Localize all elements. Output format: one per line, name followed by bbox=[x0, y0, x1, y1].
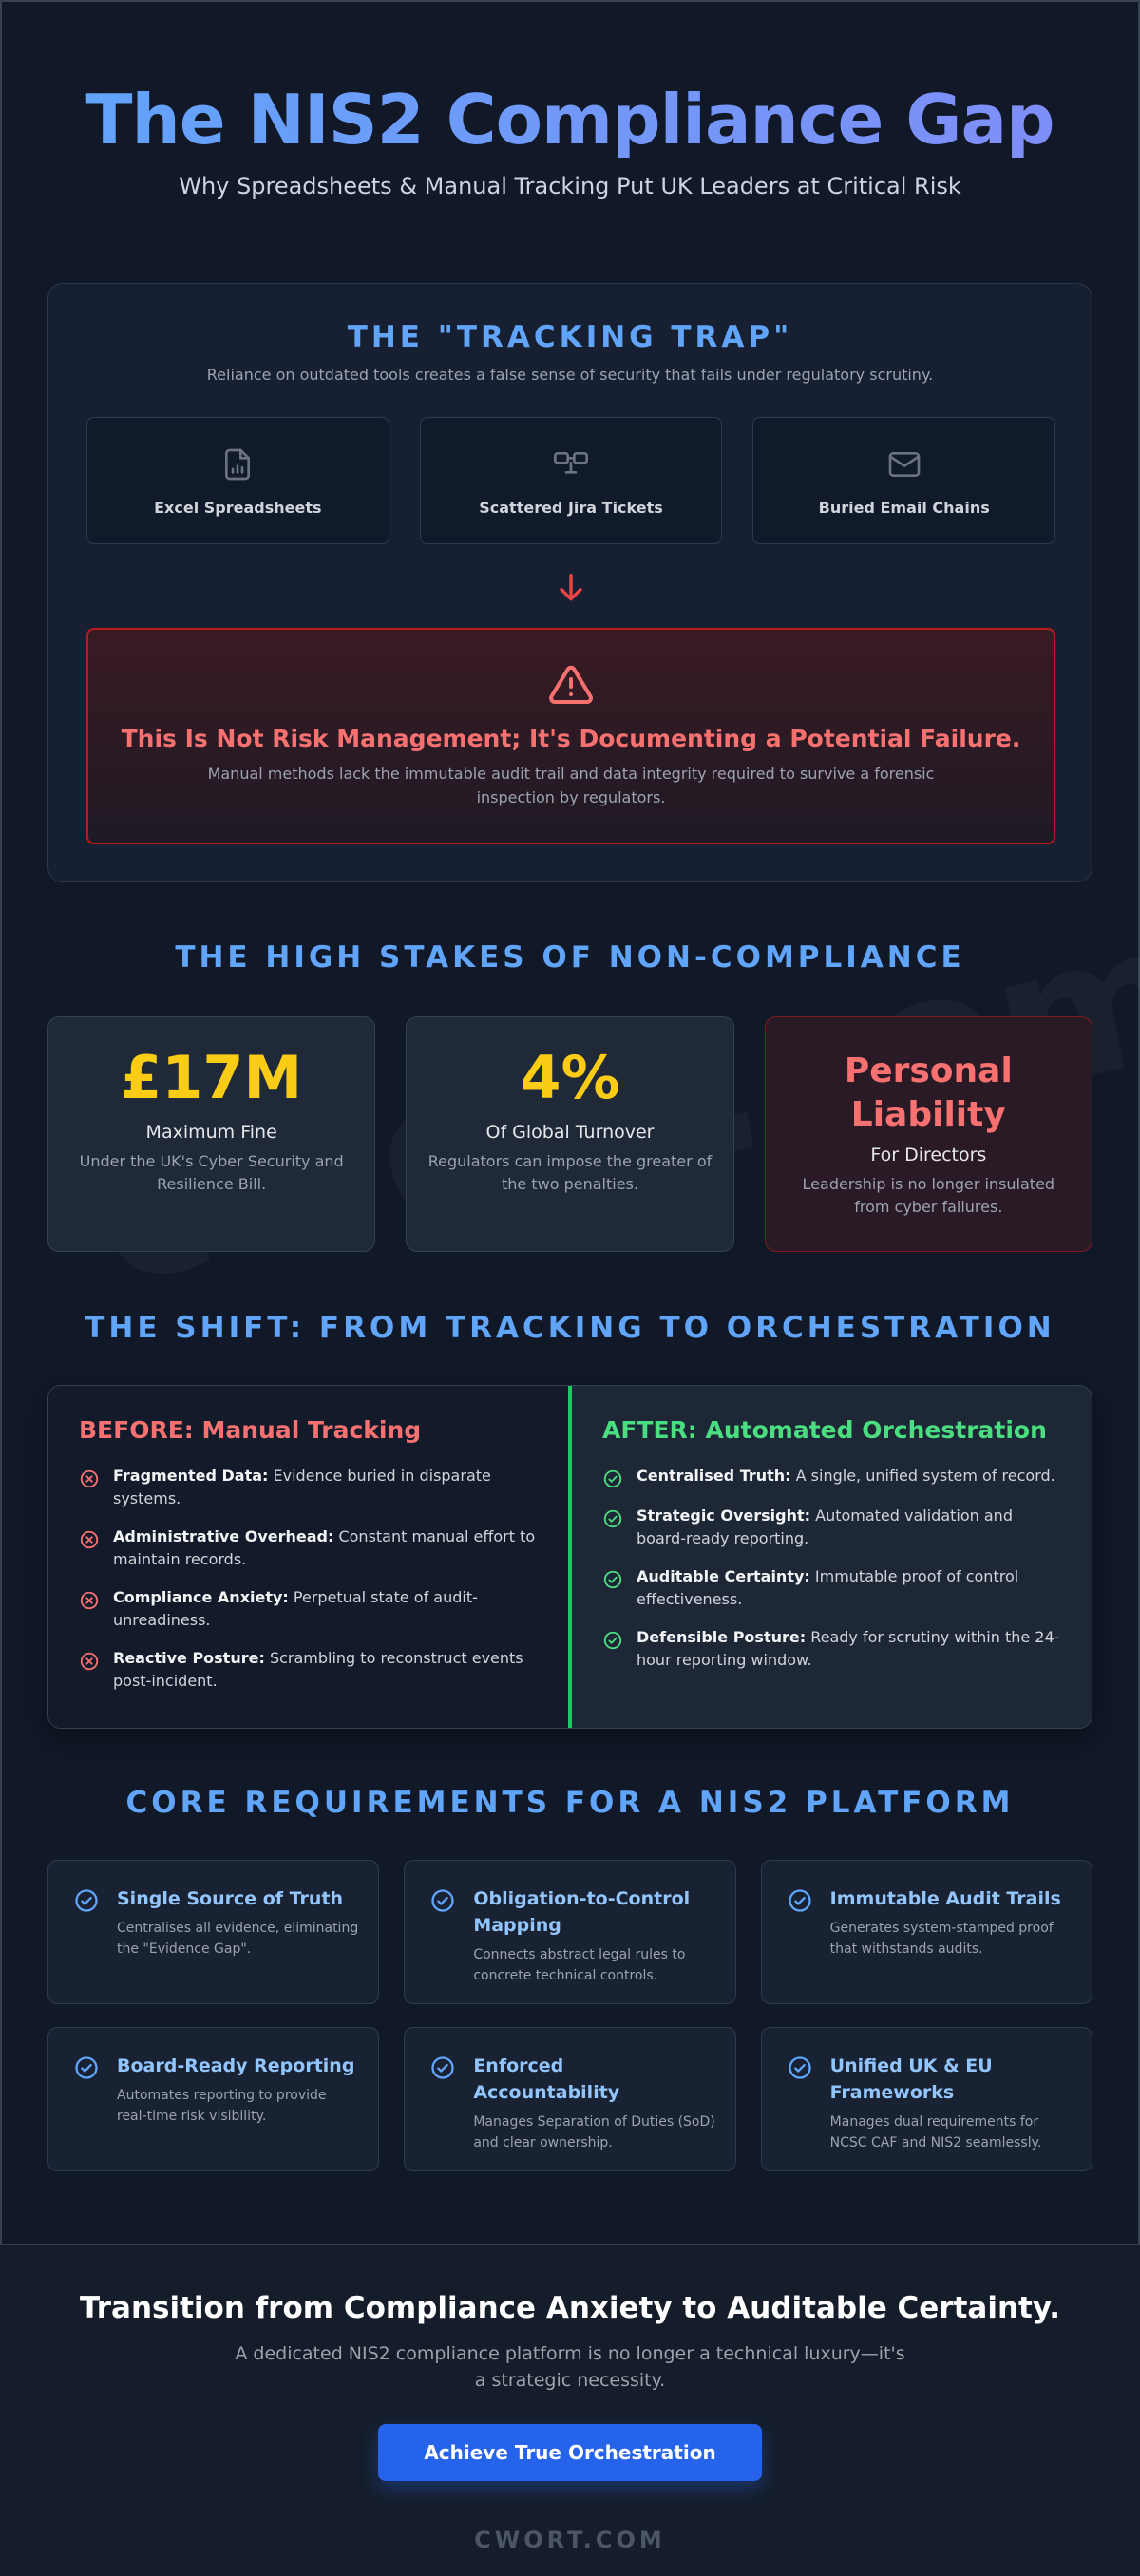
requirement-heading: Single Source of Truth bbox=[117, 1888, 344, 1909]
requirement-description: Manages dual requirements for NCSC CAF and NIS2 seamlessly. bbox=[829, 2114, 1042, 2150]
requirement-heading: Immutable Audit Trails bbox=[829, 1888, 1061, 1909]
item-text: Evidence buried in disparate systems. bbox=[113, 1467, 491, 1507]
item-bold: Strategic Oversight: bbox=[636, 1506, 811, 1525]
check-circle-icon bbox=[787, 1887, 813, 1914]
item-text: Ready for scrutiny within the 24-hour reporting window. bbox=[636, 1628, 1060, 1669]
tool-card-email bbox=[752, 417, 1055, 544]
check-circle-icon bbox=[787, 2055, 813, 2081]
achieve-orchestration-button[interactable]: Achieve True Orchestration bbox=[378, 2424, 762, 2481]
before-item bbox=[79, 1525, 538, 1571]
item-bold: Administrative Overhead: bbox=[113, 1527, 334, 1545]
requirement-description: Centralises all evidence, eliminating the "Evidence Gap". bbox=[117, 1921, 359, 1957]
tracking-trap-description: Reliance on outdated tools creates a false sense of security that fails under regulatory scrutiny. bbox=[206, 366, 934, 384]
check-circle-icon bbox=[429, 2055, 456, 2081]
requirement-description: Generates system-stamped proof that withstands audits. bbox=[829, 1921, 1054, 1957]
page-title: The NIS2 Compliance Gap bbox=[0, 74, 1140, 165]
risk-alert-box bbox=[86, 628, 1055, 844]
requirement-card bbox=[48, 2027, 379, 2171]
after-item bbox=[602, 1465, 1061, 1489]
footer-title: Transition from Compliance Anxiety to Auditable Certainty. bbox=[80, 2291, 1060, 2325]
stake-label: Maximum Fine bbox=[145, 1122, 277, 1143]
item-bold: Defensible Posture: bbox=[636, 1628, 807, 1646]
item-bold: Reactive Posture: bbox=[113, 1649, 265, 1667]
check-circle-icon bbox=[73, 1887, 100, 1914]
item-bold: Compliance Anxiety: bbox=[113, 1588, 289, 1606]
stake-card-turnover bbox=[406, 1016, 733, 1252]
tracking-trap-section bbox=[48, 283, 1092, 882]
item-text: Constant manual effort to maintain records. bbox=[113, 1527, 536, 1568]
item-text: Immutable proof of control effectiveness. bbox=[636, 1567, 1019, 1608]
requirement-description: Automates reporting to provide real-time risk visibility. bbox=[117, 2088, 327, 2124]
tracking-trap-title: THE "TRACKING TRAP" bbox=[347, 320, 793, 354]
item-bold: Centralised Truth: bbox=[636, 1467, 791, 1485]
after-heading: AFTER: Automated Orchestration bbox=[602, 1416, 1047, 1444]
tool-card-jira bbox=[420, 417, 723, 544]
tools-row bbox=[86, 417, 1055, 544]
requirement-card bbox=[48, 1860, 379, 2004]
before-heading: BEFORE: Manual Tracking bbox=[79, 1416, 422, 1444]
before-column bbox=[48, 1386, 572, 1728]
x-circle-icon bbox=[79, 1651, 100, 1672]
stake-description: Regulators can impose the greater of the two penalties. bbox=[428, 1152, 712, 1193]
alert-title: This Is Not Risk Management; It's Documenting a Potential Failure. bbox=[121, 725, 1021, 752]
tool-label: Excel Spreadsheets bbox=[154, 498, 322, 517]
stake-value: £17M bbox=[121, 1043, 303, 1112]
before-item bbox=[79, 1465, 538, 1510]
warning-triangle-icon bbox=[548, 662, 594, 708]
hero bbox=[0, 74, 1140, 199]
item-bold: Auditable Certainty: bbox=[636, 1567, 810, 1585]
item-text: Scrambling to reconstruct events post-incident. bbox=[113, 1649, 523, 1690]
after-item bbox=[602, 1505, 1061, 1550]
stake-value: Personal Liability bbox=[844, 1051, 1013, 1134]
after-column bbox=[572, 1386, 1092, 1728]
item-text: Perpetual state of audit-unreadiness. bbox=[113, 1588, 478, 1629]
core-requirements-grid bbox=[48, 1860, 1092, 2171]
requirement-card bbox=[761, 1860, 1092, 2004]
requirement-card bbox=[761, 2027, 1092, 2171]
check-circle-icon bbox=[73, 2055, 100, 2081]
check-circle-icon bbox=[429, 1887, 456, 1914]
item-text: Automated validation and board-ready reporting. bbox=[636, 1506, 1013, 1547]
check-circle-icon bbox=[602, 1630, 623, 1651]
spreadsheet-file-icon bbox=[218, 445, 256, 483]
requirement-description: Connects abstract legal rules to concrete technical controls. bbox=[473, 1947, 686, 1983]
item-text: A single, unified system of record. bbox=[790, 1467, 1055, 1485]
stakes-title: THE HIGH STAKES OF NON-COMPLIANCE bbox=[175, 940, 965, 975]
check-circle-icon bbox=[602, 1508, 623, 1529]
after-item bbox=[602, 1626, 1061, 1672]
stake-card-fine bbox=[48, 1016, 375, 1252]
check-circle-icon bbox=[602, 1468, 623, 1489]
requirement-card bbox=[404, 2027, 735, 2171]
tickets-icon bbox=[552, 445, 590, 483]
core-requirements-title: CORE REQUIREMENTS FOR A NIS2 PLATFORM bbox=[125, 1786, 1015, 1820]
stake-label: Of Global Turnover bbox=[485, 1122, 655, 1143]
x-circle-icon bbox=[79, 1468, 100, 1489]
mail-icon bbox=[885, 445, 923, 483]
tool-card-spreadsheets bbox=[86, 417, 390, 544]
page-subtitle: Why Spreadsheets & Manual Tracking Put UK Leaders at Critical Risk bbox=[179, 173, 961, 199]
x-circle-icon bbox=[79, 1590, 100, 1611]
tool-label: Scattered Jira Tickets bbox=[479, 498, 663, 517]
check-circle-icon bbox=[602, 1569, 623, 1590]
shift-title: THE SHIFT: FROM TRACKING TO ORCHESTRATION bbox=[85, 1311, 1055, 1345]
stake-description: Leadership is no longer insulated from cyber failures. bbox=[802, 1175, 1055, 1216]
requirement-description: Manages Separation of Duties (SoD) and clear ownership. bbox=[473, 2114, 715, 2150]
requirement-card bbox=[404, 1860, 735, 2004]
alert-description: Manual methods lack the immutable audit trail and data integrity required to survive a forensic inspection by regulators. bbox=[207, 765, 935, 806]
stake-card-liability bbox=[765, 1016, 1092, 1252]
x-circle-icon bbox=[79, 1529, 100, 1550]
footer-description: A dedicated NIS2 compliance platform is no longer a technical luxury—it's a strategic necessity. bbox=[235, 2343, 905, 2391]
requirement-heading: Enforced Accountability bbox=[473, 2055, 620, 2103]
stake-value: 4% bbox=[520, 1043, 620, 1112]
tool-label: Buried Email Chains bbox=[818, 498, 990, 517]
after-item bbox=[602, 1565, 1061, 1611]
before-item bbox=[79, 1647, 538, 1693]
item-bold: Fragmented Data: bbox=[113, 1467, 269, 1485]
stake-label: For Directors bbox=[870, 1145, 987, 1165]
brand-footer: CWORT.COM bbox=[474, 2527, 666, 2553]
before-item bbox=[79, 1586, 538, 1632]
requirement-heading: Obligation-to-Control Mapping bbox=[473, 1888, 691, 1936]
stakes-section bbox=[48, 1016, 1092, 1252]
arrow-down-icon bbox=[552, 569, 590, 607]
requirement-heading: Board-Ready Reporting bbox=[117, 2055, 355, 2076]
requirement-heading: Unified UK & EU Frameworks bbox=[829, 2055, 993, 2103]
stake-description: Under the UK's Cyber Security and Resilience Bill. bbox=[79, 1152, 344, 1193]
shift-comparison bbox=[48, 1385, 1092, 1729]
